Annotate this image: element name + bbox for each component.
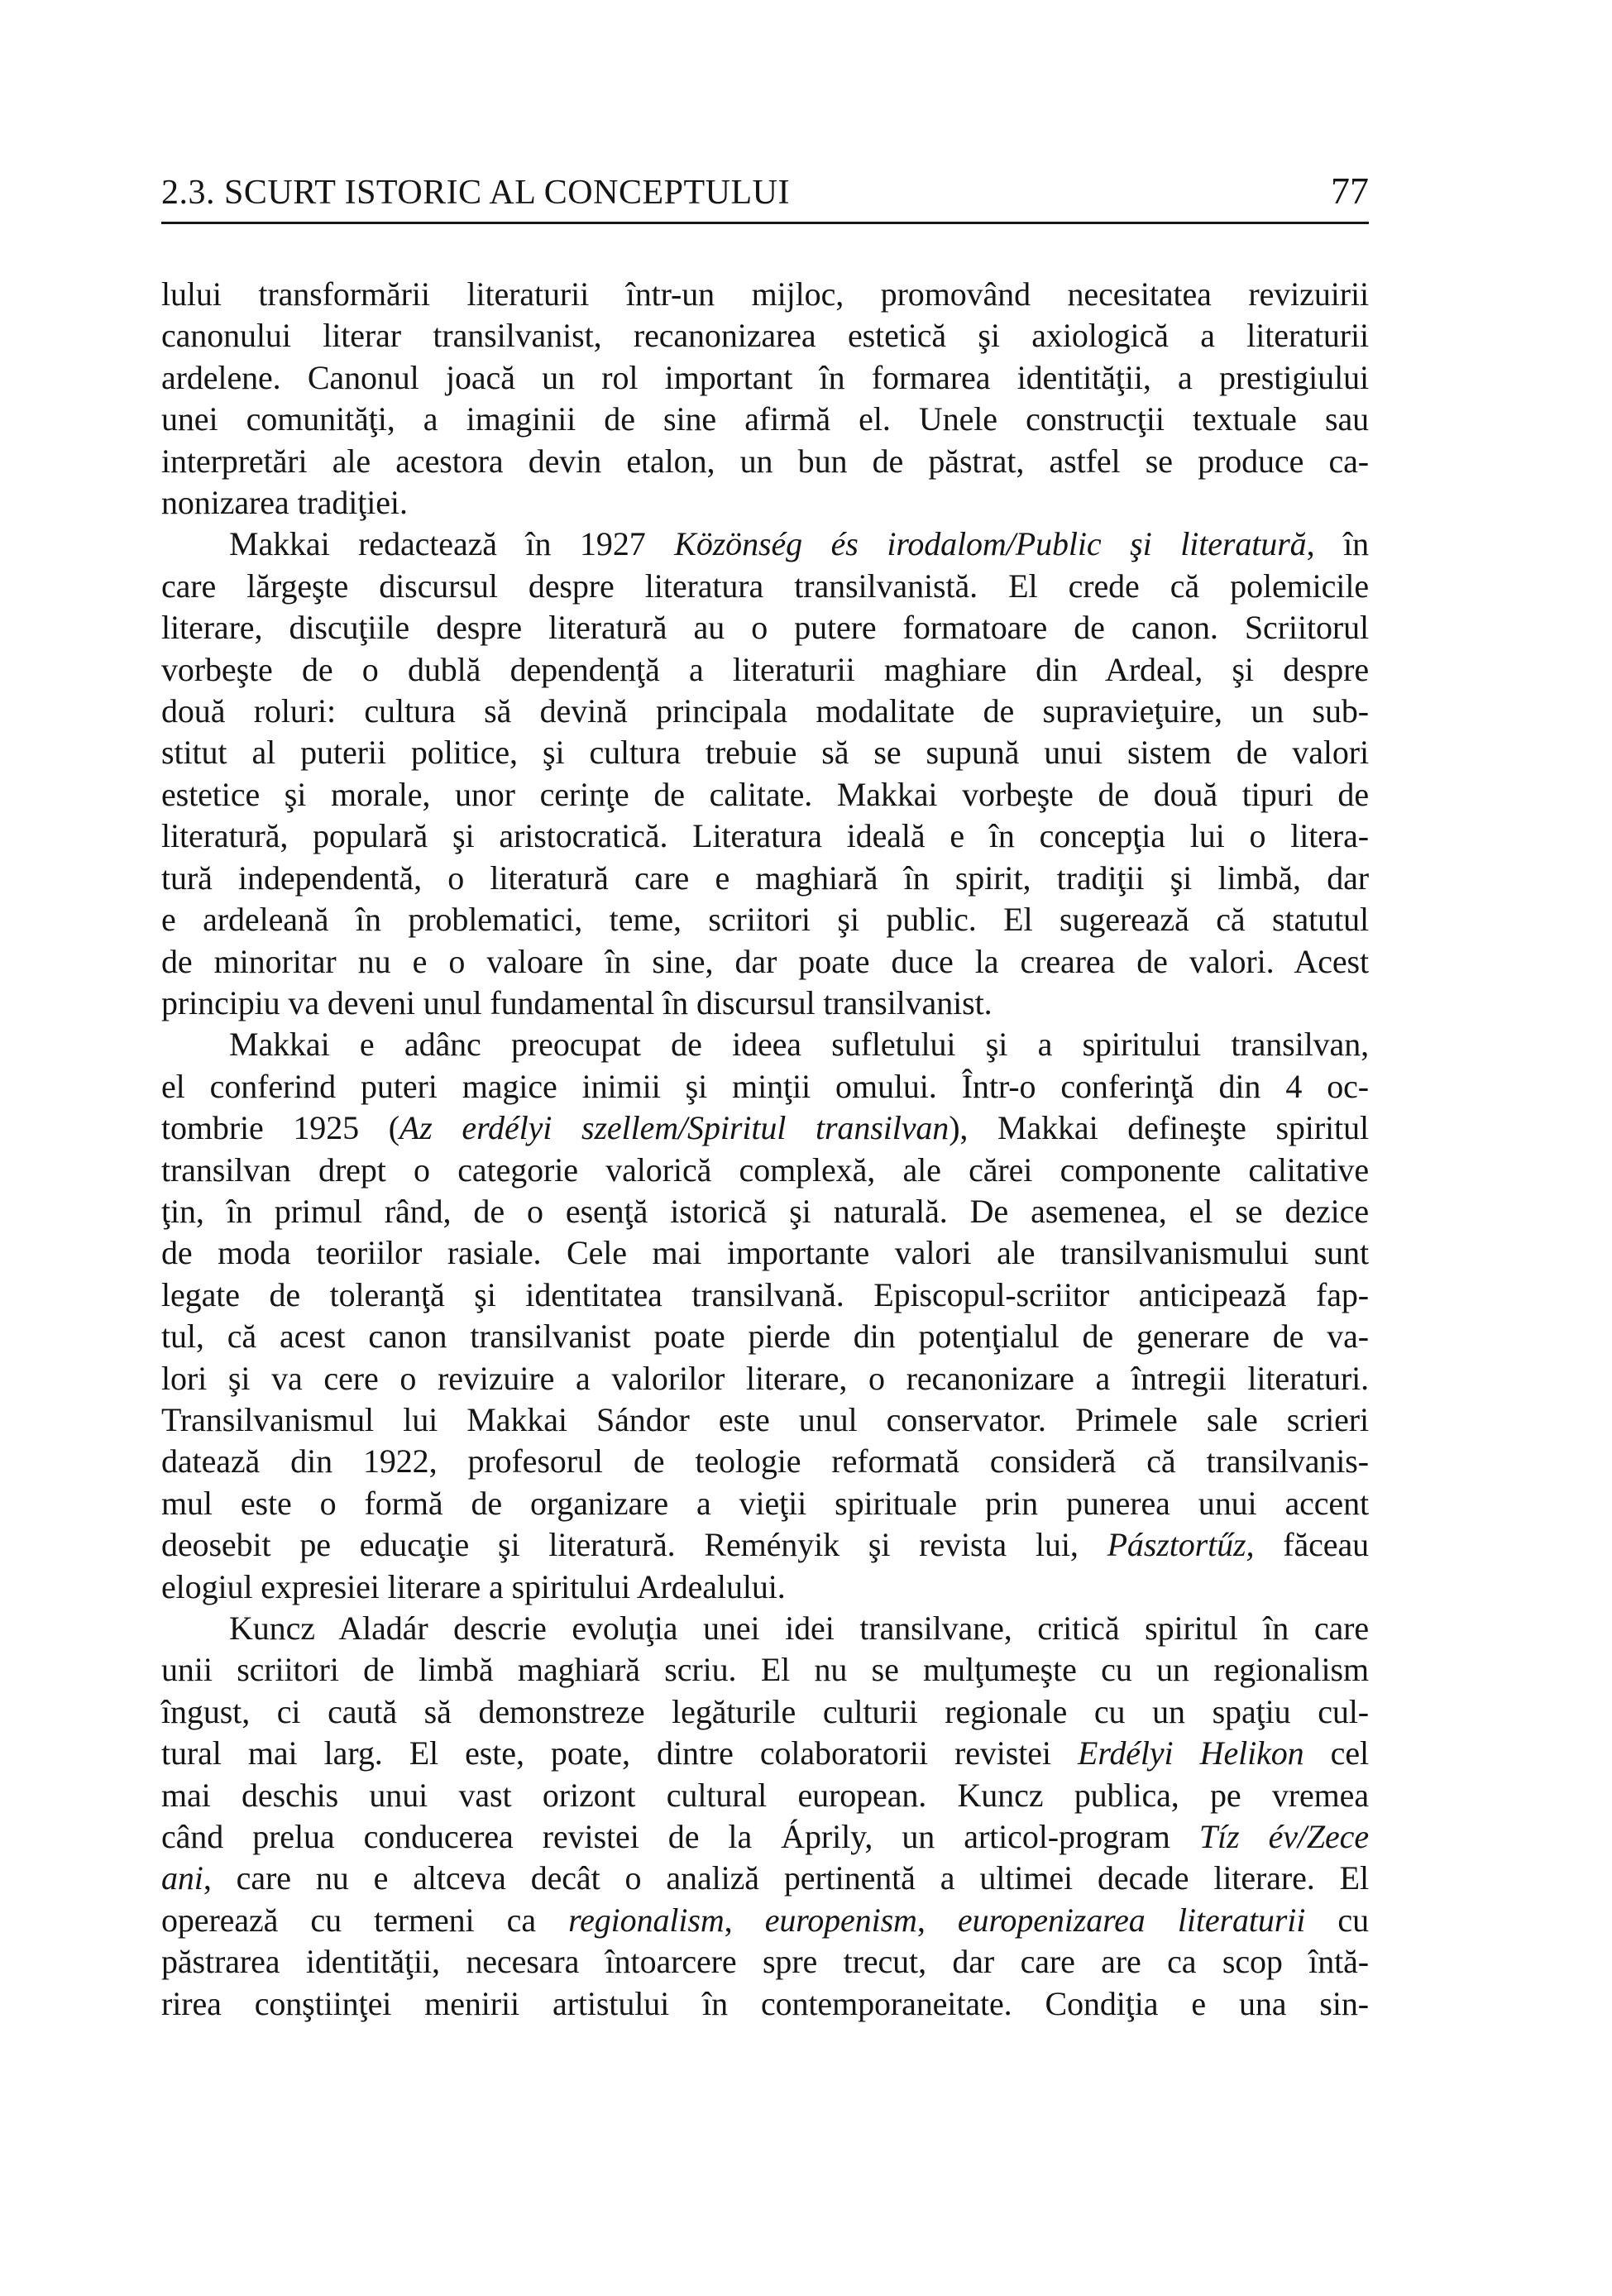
text-line	[161, 1900, 1369, 1941]
text-segment: tul, că acest canon transilvanist poate pierde din potenţialul de generare de va-	[161, 1318, 1369, 1356]
text-segment: mul este o formă de organizare a vieţii spirituale prin punerea unui accent	[161, 1484, 1369, 1522]
text-line	[161, 315, 1369, 356]
text-line	[161, 1524, 1369, 1566]
text-segment: estetice şi morale, unor cerinţe de calitate. Makkai vorbeşte de două tipuri de	[161, 775, 1369, 813]
text-line	[161, 1066, 1369, 1107]
text-segment: interpretări ale acestora devin etalon, un bun de păstrat, astfel se produce ca-	[161, 442, 1369, 480]
text-segment: operează cu termeni ca	[161, 1901, 569, 1939]
text-line	[161, 1191, 1369, 1232]
text-segment: , care nu e altceva decât o analiză pertinentă a ultimei decade literare. El	[203, 1859, 1369, 1897]
text-segment: ardelene. Canonul joacă un rol important în formarea identităţii, a prestigiului	[161, 358, 1369, 396]
text-segment: de moda teoriilor rasiale. Cele mai importante valori ale transilvanismului sunt	[161, 1234, 1369, 1272]
text-line	[161, 1275, 1369, 1316]
text-segment: ,	[724, 1901, 765, 1939]
text-line	[161, 732, 1369, 773]
paragraph	[161, 274, 1369, 524]
text-segment: două roluri: cultura să devină principala modalitate de supravieţuire, un sub-	[161, 692, 1369, 730]
italic-text: Tíz év/Zece	[1198, 1818, 1369, 1856]
text-line	[161, 1150, 1369, 1191]
section-title: 2.3. SCURT ISTORIC AL CONCEPTULUI	[161, 174, 790, 212]
text-line	[161, 357, 1369, 399]
text-segment: de minoritar nu e o valoare în sine, dar poate duce la crearea de valori. Acest	[161, 942, 1369, 980]
text-segment: lului transformării literaturii într-un mijloc, promovând necesitatea revizuirii	[161, 275, 1369, 313]
text-line	[161, 983, 1369, 1024]
text-line	[161, 816, 1369, 857]
text-line	[161, 1649, 1369, 1691]
text-segment: principiu va deveni unul fundamental în discursul transilvanist.	[161, 983, 993, 1021]
text-segment: lori şi va cere o revizuire a valorilor literare, o recanonizare a întregii literaturi.	[161, 1359, 1369, 1397]
text-line	[161, 1358, 1369, 1399]
paragraph	[161, 1608, 1369, 2025]
italic-text: regionalism	[568, 1901, 725, 1939]
text-segment: nonizarea tradiţiei.	[161, 484, 408, 522]
text-segment: care lărgeşte discursul despre literatura transilvanistă. El crede că polemicile	[161, 567, 1369, 605]
text-segment: elogiul expresiei literare a spiritului Ardealului.	[161, 1567, 786, 1605]
text-line	[161, 1232, 1369, 1274]
text-segment: tombrie 1925 (	[161, 1109, 399, 1147]
text-segment: datează din 1922, profesorul de teologie reformată consideră că transilvanis-	[161, 1442, 1369, 1480]
text-segment: tural mai larg. El este, poate, dintre colaboratorii revistei	[161, 1734, 1079, 1772]
text-segment: transilvan drept o categorie valorică complexă, ale cărei componente calitative	[161, 1150, 1369, 1189]
paragraph	[161, 524, 1369, 1024]
text-segment: cel	[1303, 1734, 1369, 1772]
text-segment: canonului literar transilvanist, recanonizarea estetică şi axiologică a literaturii	[161, 317, 1369, 355]
text-line	[161, 1399, 1369, 1441]
text-line	[161, 274, 1369, 315]
italic-text: Közönség és irodalom/Public şi literatură	[674, 525, 1307, 563]
text-line	[161, 649, 1369, 691]
text-line	[161, 691, 1369, 732]
text-segment: ,	[916, 1901, 958, 1939]
paragraph	[161, 1024, 1369, 1608]
text-line	[161, 1441, 1369, 1482]
text-line	[161, 941, 1369, 983]
text-line	[161, 1691, 1369, 1733]
text-segment: Makkai e adânc preocupat de ideea sufletului şi a spiritului transilvan,	[229, 1026, 1369, 1064]
text-segment: literatură, populară şi aristocratică. Literatura ideală e în concepţia lui o litera-	[161, 817, 1369, 855]
italic-text: Erdélyi Helikon	[1078, 1734, 1304, 1772]
text-line	[161, 1483, 1369, 1524]
text-segment: Kuncz Aladár descrie evoluţia unei idei transilvane, critică spiritul în care	[229, 1610, 1369, 1647]
text-segment: ţin, în primul rând, de o esenţă istorică şi naturală. De asemenea, el se dezice	[161, 1192, 1369, 1230]
text-segment: îngust, ci caută să demonstreze legăturile culturii regionale cu un spaţiu cul-	[161, 1692, 1369, 1730]
text-line	[161, 1858, 1369, 1899]
italic-text: ani	[161, 1859, 203, 1897]
text-segment: cu	[1305, 1901, 1369, 1939]
text-line	[161, 899, 1369, 940]
header-rule	[161, 222, 1369, 224]
page-header	[161, 169, 1369, 213]
text-line	[161, 524, 1369, 565]
text-segment: stitut al puterii politice, şi cultura trebuie să se supună unui sistem de valori	[161, 734, 1369, 772]
text-segment: ), Makkai defineşte spiritul	[949, 1109, 1369, 1147]
text-line	[161, 441, 1369, 482]
italic-text: europenizarea literaturii	[957, 1901, 1306, 1939]
text-line	[161, 1941, 1369, 1983]
text-segment: mai deschis unui vast orizont cultural european. Kuncz publica, pe vremea	[161, 1776, 1369, 1814]
text-segment: deosebit pe educaţie şi literatură. Reményik şi revista lui,	[161, 1526, 1107, 1564]
italic-text: Az erdélyi szellem/Spiritul transilvan	[399, 1109, 950, 1147]
text-line	[161, 607, 1369, 648]
text-segment: păstrarea identităţii, necesara întoarcere spre trecut, dar care are ca scop întă-	[161, 1943, 1369, 1981]
text-segment: rirea conştiinţei menirii artistului în contemporaneitate. Condiţia e una sin-	[161, 1984, 1369, 2022]
text-line	[161, 1024, 1369, 1065]
text-segment: literare, discuţiile despre literatură au o putere formatoare de canon. Scriitorul	[161, 609, 1369, 647]
text-line	[161, 482, 1369, 524]
text-line	[161, 1567, 1369, 1608]
text-line	[161, 1983, 1369, 2025]
text-line	[161, 1107, 1369, 1149]
text-segment: e ardeleană în problematici, teme, scriitori şi public. El sugerează că statutul	[161, 901, 1369, 939]
text-segment: vorbeşte de o dublă dependenţă a literaturii maghiare din Ardeal, şi despre	[161, 650, 1369, 688]
italic-text: europenism	[764, 1901, 917, 1939]
text-segment: făceau	[1254, 1526, 1369, 1564]
text-line	[161, 1775, 1369, 1816]
text-block	[161, 274, 1369, 2025]
text-segment: unii scriitori de limbă maghiară scriu. El nu se mulţumeşte cu un regionalism	[161, 1651, 1369, 1689]
text-line	[161, 399, 1369, 440]
page-number: 77	[1331, 170, 1369, 212]
text-line	[161, 774, 1369, 816]
text-segment: unei comunităţi, a imaginii de sine afirmă el. Unele construcţii textuale sau	[161, 400, 1369, 438]
text-segment: când prelua conducerea revistei de la Áprily, un articol-program	[161, 1818, 1199, 1856]
text-line	[161, 566, 1369, 607]
text-line	[161, 1816, 1369, 1858]
text-segment: legate de toleranţă şi identitatea transilvană. Episcopul-scriitor anticipează fap-	[161, 1275, 1369, 1313]
text-line	[161, 858, 1369, 899]
text-segment: Transilvanismul lui Makkai Sándor este unul conservator. Primele sale scrieri	[161, 1400, 1369, 1438]
text-line	[161, 1733, 1369, 1774]
text-segment: , în	[1306, 525, 1369, 563]
italic-text: Pásztortűz,	[1107, 1526, 1255, 1564]
text-line	[161, 1608, 1369, 1649]
text-segment: el conferind puteri magice inimii şi minţii omului. Într-o conferinţă din 4 oc-	[161, 1067, 1369, 1105]
text-segment: tură independentă, o literatură care e maghiară în spirit, tradiţii şi limbă, dar	[161, 859, 1369, 897]
text-segment: Makkai redactează în 1927	[229, 525, 675, 563]
text-line	[161, 1316, 1369, 1357]
